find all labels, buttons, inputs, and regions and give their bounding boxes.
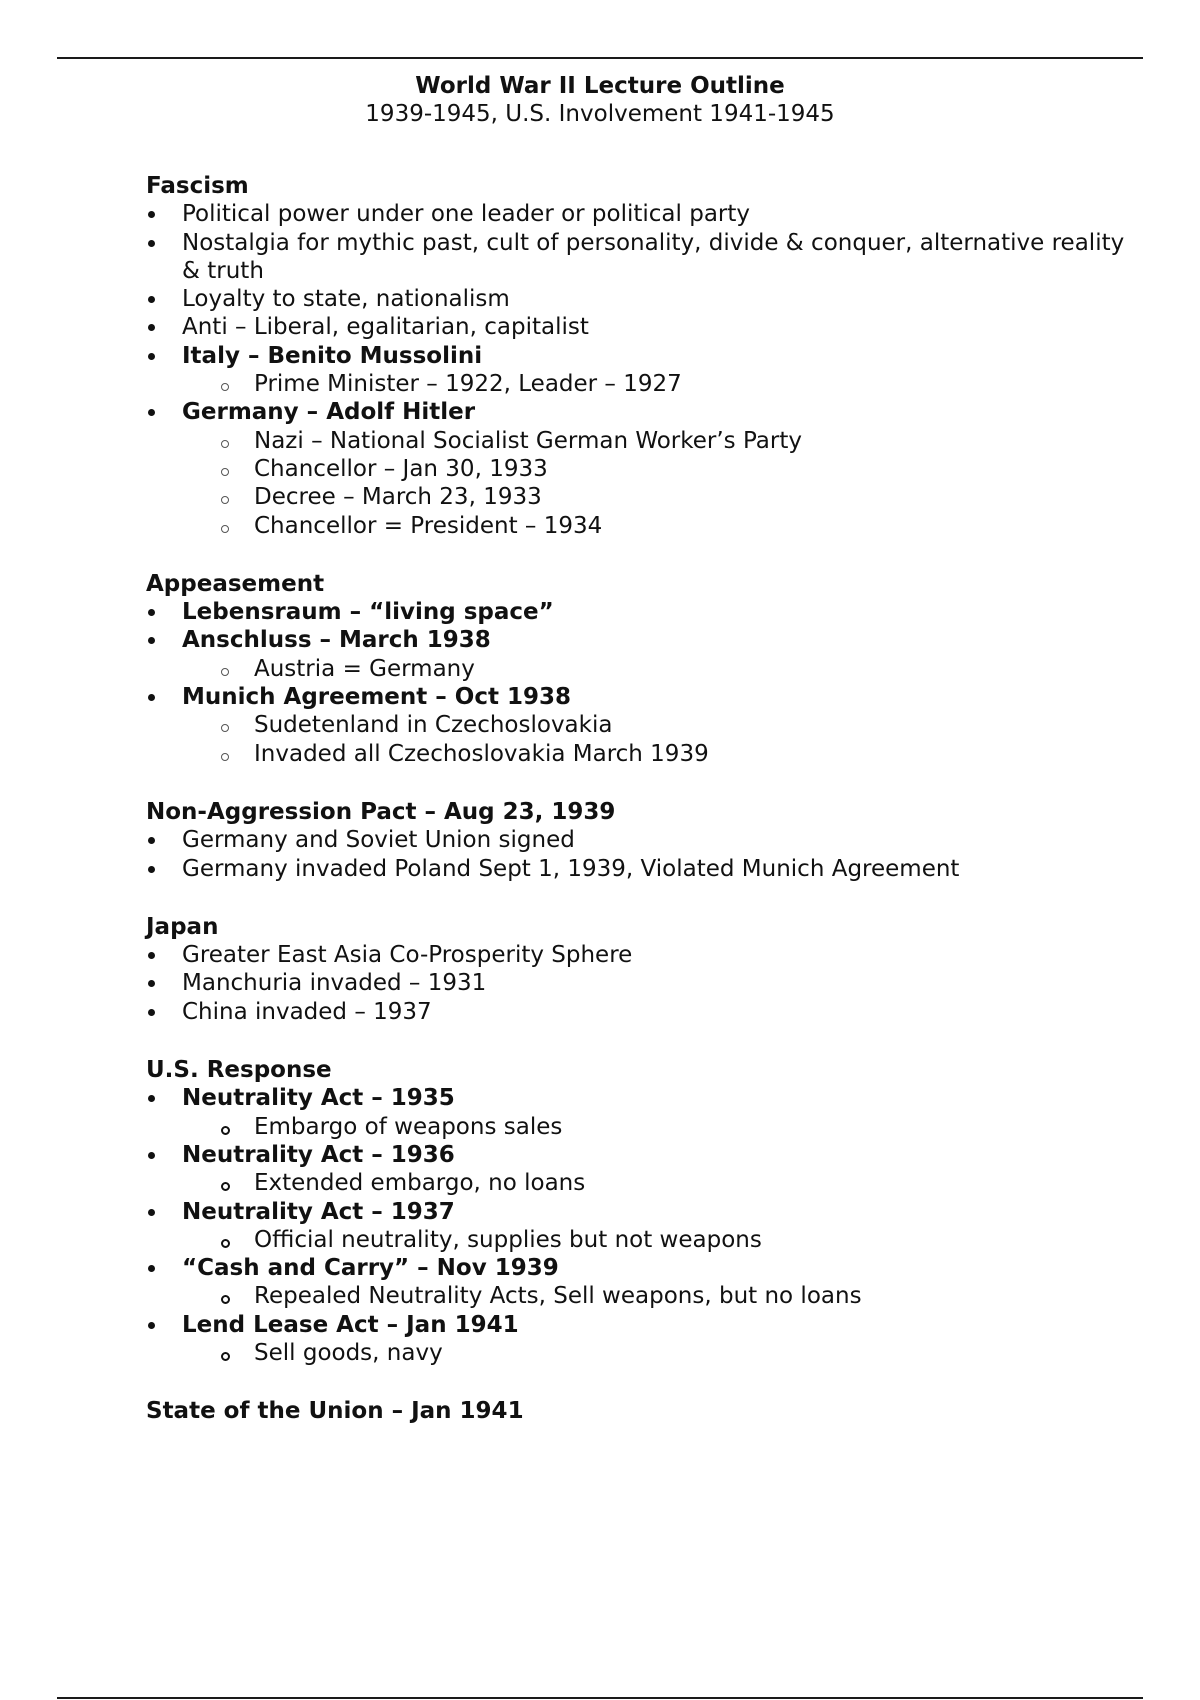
list-item: Lebensraum – “living space”	[146, 598, 1146, 626]
section-title: Fascism	[146, 173, 249, 199]
document-title: World War II Lecture Outline	[415, 73, 785, 99]
section-non-aggression-pact	[146, 798, 1146, 883]
section-title: U.S. Response	[146, 1057, 332, 1084]
list-item-munich: Munich Agreement – Oct 1938 Sudetenland in Czechoslovakia Invaded all Czechoslovakia March 1939	[146, 683, 1146, 768]
sub-list-item: Repealed Neutrality Acts, Sell weapons, but no loans	[146, 1282, 1146, 1310]
list-item-act: “Cash and Carry” – Nov 1939 Repealed Neutrality Acts, Sell weapons, but no loans	[146, 1254, 1146, 1311]
section-japan	[146, 913, 1146, 1026]
top-rule	[57, 57, 1143, 59]
list-item: Germany invaded Poland Sept 1, 1939, Violated Munich Agreement	[146, 855, 1146, 883]
list-item-italy: Italy – Benito Mussolini Prime Minister – 1922, Leader – 1927	[146, 342, 1146, 399]
bullet-list	[146, 826, 1146, 883]
list-item: Greater East Asia Co-Prosperity Sphere	[146, 941, 1146, 969]
outline-content	[146, 172, 1146, 1456]
section-title: Non-Aggression Pact – Aug 23, 1939	[146, 798, 616, 825]
document-header	[0, 72, 1200, 128]
sub-list-item: Extended embargo, no loans	[146, 1169, 1146, 1197]
sub-list-item: Decree – March 23, 1933	[146, 483, 1146, 511]
sub-list-item: Invaded all Czechoslovakia March 1939	[146, 740, 1146, 768]
sub-list-item: Nazi – National Socialist German Worker’s Party	[146, 427, 1146, 455]
sub-list-item: Sell goods, navy	[146, 1339, 1146, 1367]
section-us-response	[146, 1056, 1146, 1367]
sub-list-item: Embargo of weapons sales	[146, 1113, 1146, 1141]
list-item: Anti – Liberal, egalitarian, capitalist	[146, 313, 1146, 341]
bullet-list	[146, 1084, 1146, 1367]
list-item-act: Neutrality Act – 1937 Official neutrality, supplies but not weapons	[146, 1198, 1146, 1255]
list-item-act: Lend Lease Act – Jan 1941 Sell goods, navy	[146, 1311, 1146, 1368]
document-subtitle: 1939-1945, U.S. Involvement 1941-1945	[365, 101, 835, 127]
list-item: Nostalgia for mythic past, cult of personality, divide & conquer, alternative reality & truth	[146, 229, 1146, 286]
sub-list-item: Official neutrality, supplies but not weapons	[146, 1226, 1146, 1254]
section-appeasement	[146, 570, 1146, 768]
section-state-of-the-union	[146, 1397, 1146, 1425]
section-title: Japan	[146, 913, 219, 940]
list-item-act: Neutrality Act – 1936 Extended embargo, no loans	[146, 1141, 1146, 1198]
list-item-anschluss: Anschluss – March 1938 Austria = Germany	[146, 626, 1146, 683]
list-item: Manchuria invaded – 1931	[146, 969, 1146, 997]
list-item-germany: Germany – Adolf Hitler Nazi – National Socialist German Worker’s Party Chancellor – Jan 30, 1933 Decree – March 23, 1933 Chancellor = President – 1934	[146, 398, 1146, 539]
sub-list-item: Sudetenland in Czechoslovakia	[146, 711, 1146, 739]
list-item: China invaded – 1937	[146, 998, 1146, 1026]
list-item: Germany and Soviet Union signed	[146, 826, 1146, 854]
sub-list-item: Prime Minister – 1922, Leader – 1927	[146, 370, 1146, 398]
sub-list-item: Chancellor = President – 1934	[146, 512, 1146, 540]
list-item-act: Neutrality Act – 1935 Embargo of weapons sales	[146, 1084, 1146, 1141]
bullet-list	[146, 941, 1146, 1026]
bottom-rule	[57, 1697, 1143, 1699]
list-item: Political power under one leader or political party	[146, 200, 1146, 228]
section-title: State of the Union – Jan 1941	[146, 1398, 524, 1425]
sub-list-item: Austria = Germany	[146, 655, 1146, 683]
section-fascism	[146, 172, 1146, 540]
section-title: Appeasement	[146, 570, 325, 597]
sub-list-item: Chancellor – Jan 30, 1933	[146, 455, 1146, 483]
bullet-list	[146, 200, 1146, 540]
bullet-list	[146, 598, 1146, 768]
list-item: Loyalty to state, nationalism	[146, 285, 1146, 313]
